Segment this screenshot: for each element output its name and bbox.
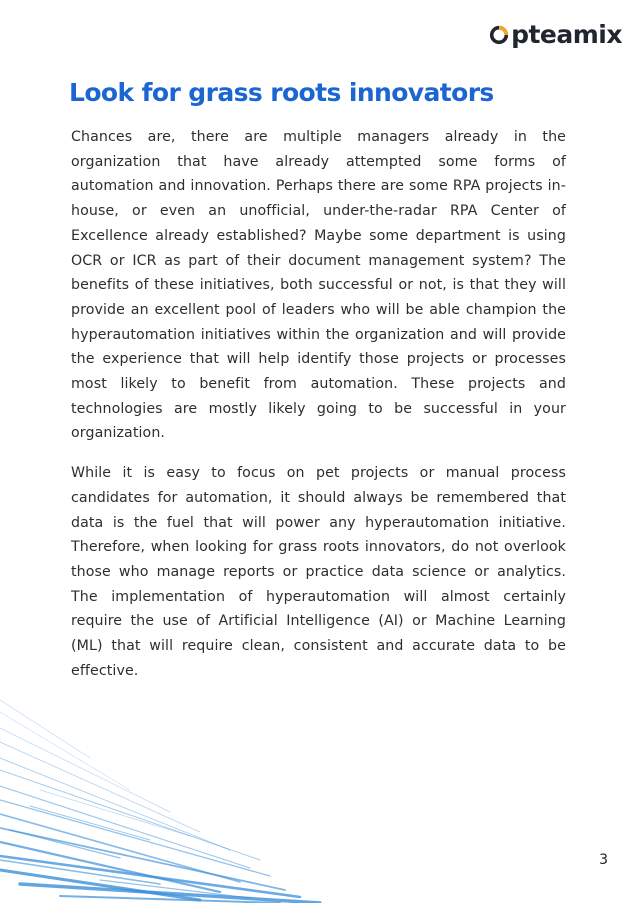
page-number: 3 (599, 852, 608, 868)
decorative-streak (0, 770, 260, 860)
paragraph-1: Chances are, there are multiple managers already in the organization that have already attempted some forms of automation and innovation. Perhaps there are some RPA projects in-house, or even an unofficial, under-the-radar RPA Center of Excellence already established? Maybe some department is using OCR or ICR as part of their document management system? The benefits of these initiatives, both successful or not, is that they will provide an excellent pool of leaders who will be able champion the hyperautomation initiatives within the organization and will provide the experience that will help identify those projects or processes most likely to benefit from automation. These projects and technologies are mostly likely going to be successful in your organization. (71, 129, 566, 442)
logo-o-icon (489, 25, 509, 45)
decorative-streak (100, 880, 250, 898)
decorative-streak (0, 712, 130, 790)
decorative-streak (0, 856, 300, 897)
page-title: Look for grass roots innovators (69, 78, 494, 107)
decorative-streak (0, 828, 285, 890)
brand-logo (489, 22, 622, 47)
decorative-streak (30, 806, 150, 840)
body-text (71, 125, 566, 683)
decorative-streak (0, 786, 250, 868)
decorative-streak (40, 790, 190, 836)
decorative-streak (10, 830, 120, 858)
decorative-streak (0, 728, 170, 812)
decorative-streak (20, 884, 320, 903)
decorative-streak (0, 860, 160, 884)
decorative-streak (0, 700, 90, 758)
decorative-streak (0, 800, 270, 876)
decorative-streak (60, 896, 280, 903)
decorative-streak (0, 742, 200, 832)
paragraph-2: While it is easy to focus on pet projects or manual process candidates for automation, it should always be remembered that data is the fuel that will power any hyperautomation initiative. Therefore, when looking for grass roots innovators, do not overlook those who manage reports or practice data science or analytics. The implementation of hyperautomation will almost certainly require the use of Artificial Intelligence (AI) or Machine Learning (ML) that will require clean, consistent and accurate data to be effective. (71, 465, 566, 679)
decorative-streak (0, 814, 240, 882)
decorative-streak (0, 842, 220, 892)
brand-name: pteamix (511, 20, 622, 49)
decorative-streak (0, 758, 230, 850)
decorative-streak (0, 870, 200, 900)
